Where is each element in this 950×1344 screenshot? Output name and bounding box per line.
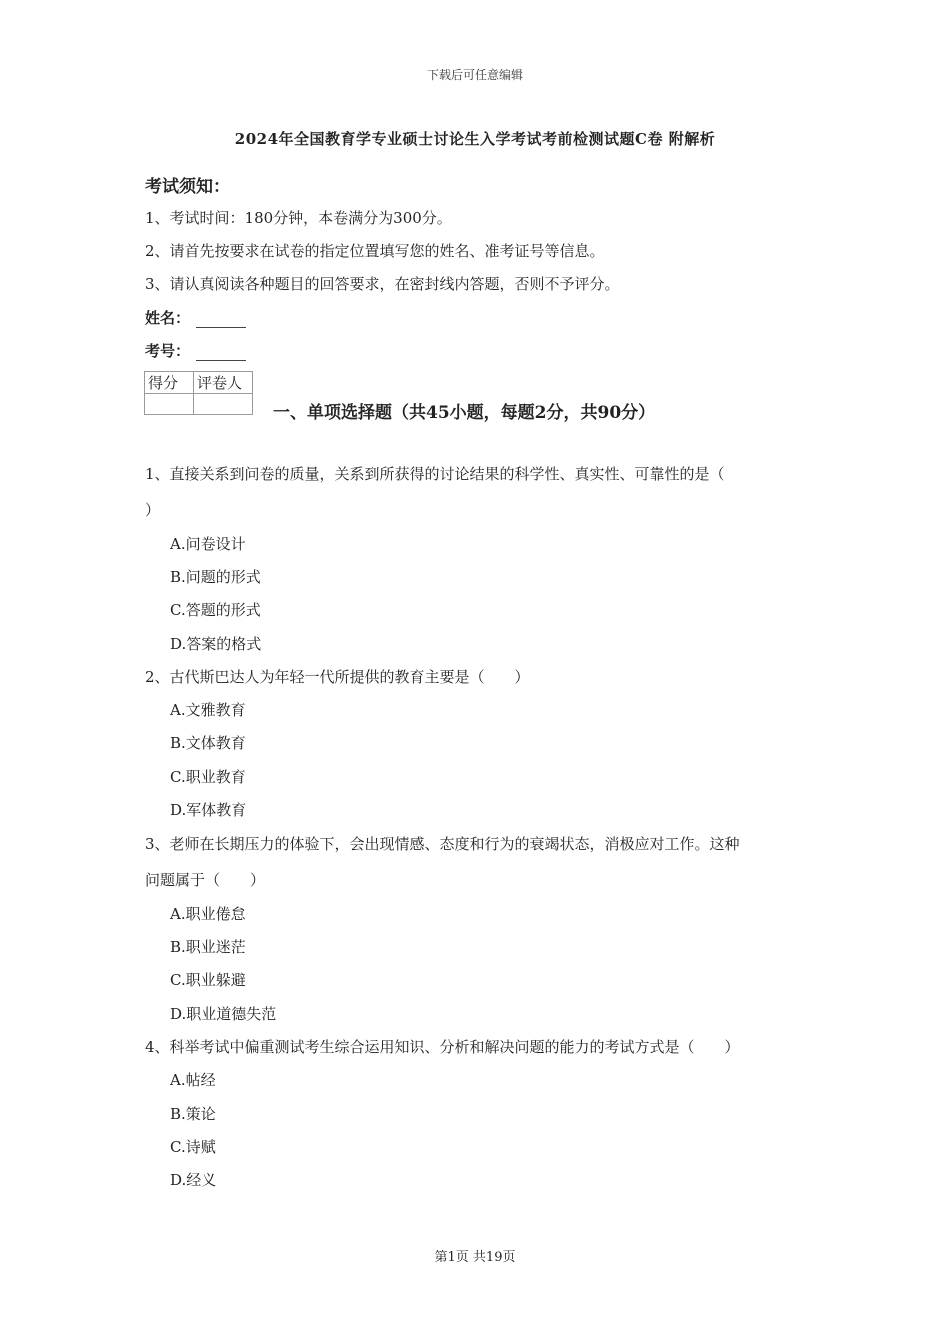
- score-cell: [145, 394, 194, 415]
- question-line: ）: [145, 501, 161, 519]
- question-line: 4、科举考试中偏重测试考生综合运用知识、分析和解决问题的能力的考试方式是（ ）: [145, 1038, 740, 1056]
- answer-option: D.军体教育: [170, 801, 247, 819]
- id-field: [145, 340, 246, 361]
- page-title: 2024年全国教育学专业硕士讨论生入学考试考前检测试题C卷 附解析: [234, 130, 716, 148]
- page-number: 第1页 共19页: [434, 1250, 516, 1265]
- answer-option: C.职业教育: [170, 768, 246, 786]
- answer-option: A.职业倦怠: [170, 905, 246, 923]
- question-line: 2、古代斯巴达人为年轻一代所提供的教育主要是（ ）: [145, 668, 530, 686]
- id-blank: [196, 346, 246, 361]
- question-line: 问题属于（ ）: [145, 871, 266, 889]
- answer-option: A.帖经: [170, 1071, 216, 1089]
- notice-item: 2、请首先按要求在试卷的指定位置填写您的姓名、准考证号等信息。: [145, 242, 605, 260]
- answer-option: A.文雅教育: [170, 701, 246, 719]
- notice-item: 3、请认真阅读各种题目的回答要求，在密封线内答题，否则不予评分。: [145, 275, 620, 293]
- answer-option: D.职业道德失范: [170, 1005, 277, 1023]
- answer-option: C.答题的形式: [170, 601, 261, 619]
- id-label: 考号：: [145, 342, 191, 360]
- grader-cell: [194, 394, 253, 415]
- score-header: 得分: [145, 372, 194, 394]
- name-label: 姓名：: [145, 309, 191, 327]
- score-table: [144, 371, 253, 415]
- answer-option: B.策论: [170, 1105, 216, 1123]
- answer-option: C.职业躲避: [170, 971, 246, 989]
- answer-option: C.诗赋: [170, 1138, 216, 1156]
- answer-option: B.文体教育: [170, 734, 246, 752]
- question-line: 3、老师在长期压力的体验下，会出现情感、态度和行为的衰竭状态，消极应对工作。这种: [145, 835, 740, 853]
- answer-option: B.问题的形式: [170, 568, 261, 586]
- name-field: [145, 307, 246, 328]
- question-line: 1、直接关系到问卷的质量，关系到所获得的讨论结果的科学性、真实性、可靠性的是（: [145, 465, 725, 483]
- answer-option: D.答案的格式: [170, 635, 262, 653]
- answer-option: B.职业迷茫: [170, 938, 246, 956]
- notice-heading: 考试须知：: [145, 177, 230, 197]
- answer-option: D.经义: [170, 1171, 217, 1189]
- notice-item: 1、考试时间：180分钟，本卷满分为300分。: [145, 209, 452, 227]
- header-note: 下载后可任意编辑: [426, 68, 523, 82]
- name-blank: [196, 313, 246, 328]
- grader-header: 评卷人: [194, 372, 253, 394]
- answer-option: A.问卷设计: [170, 535, 246, 553]
- section-title: 一、单项选择题（共45小题，每题2分，共90分）: [273, 403, 656, 423]
